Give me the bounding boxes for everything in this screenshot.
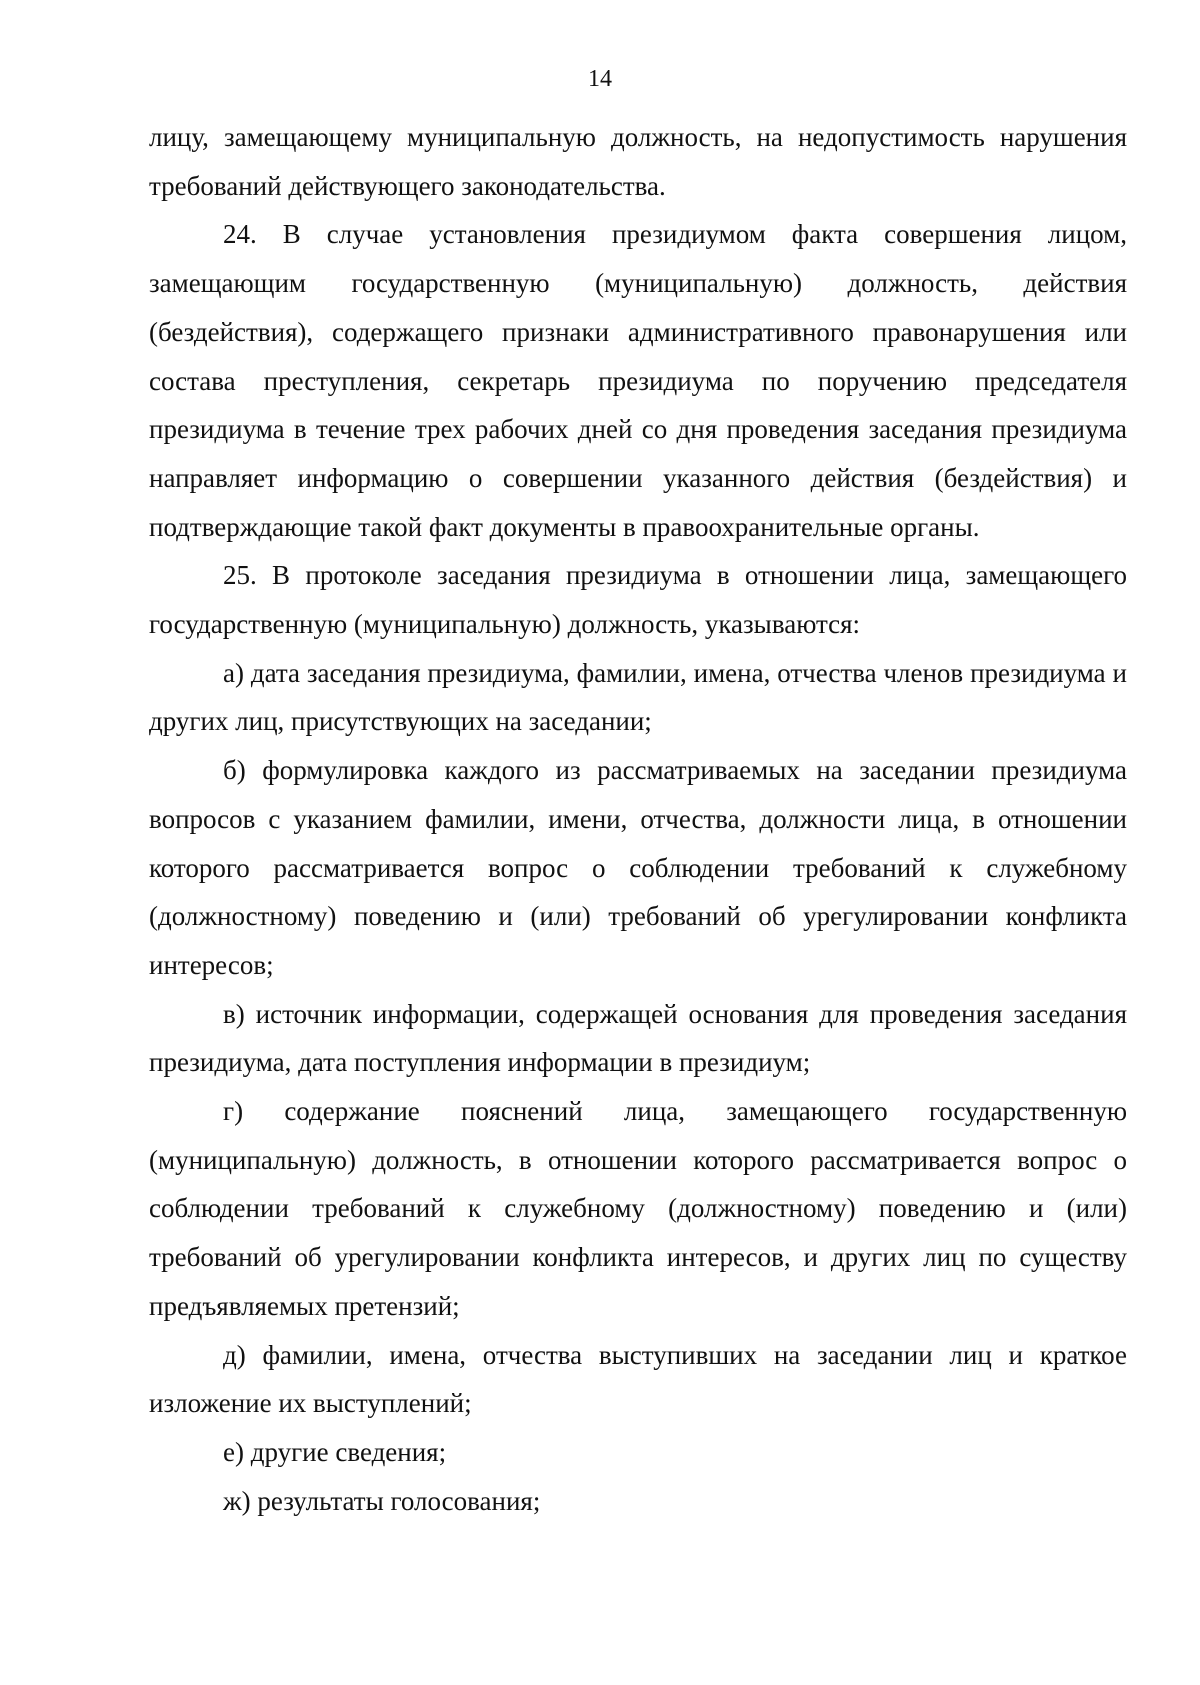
subitem-d: д) фамилии, имена, отчества выступивших на заседании лиц и краткое изложение их выступлений;	[149, 1339, 1127, 1419]
subitem-e: е) другие сведения;	[223, 1436, 447, 1467]
subitem-v: в) источник информации, содержащей основания для проведения заседания президиума, дата поступления информации в президиум;	[149, 998, 1127, 1078]
paragraph-item-25: 25. В протоколе заседания президиума в отношении лица, замещающего государственную (муниципальную) должность, указываются:	[149, 560, 1127, 640]
subitem-zh: ж) результаты голосования;	[223, 1485, 541, 1516]
subitem-a: а) дата заседания президиума, фамилии, имена, отчества членов президиума и других лиц, присутствующих на заседании;	[149, 657, 1127, 737]
document-body	[149, 113, 1127, 1525]
paragraph-item-24: 24. В случае установления президиумом факта совершения лицом, замещающим государственную (муниципальную) должность, действия (бездействия), содержащего признаки административного правонарушения или состава преступления, секретарь президиума по поручению председателя президиума в течение трех рабочих дней со дня проведения заседания президиума направляет информацию о совершении указанного действия (бездействия) и подтверждающие такой факт документы в правоохранительные органы.	[149, 219, 1127, 542]
subitem-g: г) содержание пояснений лица, замещающего государственную (муниципальную) должность, в отношении которого рассматривается вопрос о соблюдении требований к служебному (должностному) поведению и (или) требований об урегулировании конфликта интересов, и других лиц по существу предъявляемых претензий;	[149, 1096, 1127, 1321]
subitem-b: б) формулировка каждого из рассматриваемых на заседании президиума вопросов с указанием фамилии, имени, отчества, должности лица, в отношении которого рассматривается вопрос о соблюдении требований к служебному (должностному) поведению и (или) требований об урегулировании конфликта интересов;	[149, 755, 1127, 980]
paragraph-continuation: лицу, замещающему муниципальную должность, на недопустимость нарушения требований действующего законодательства.	[149, 122, 1127, 201]
page-number: 14	[588, 66, 612, 92]
